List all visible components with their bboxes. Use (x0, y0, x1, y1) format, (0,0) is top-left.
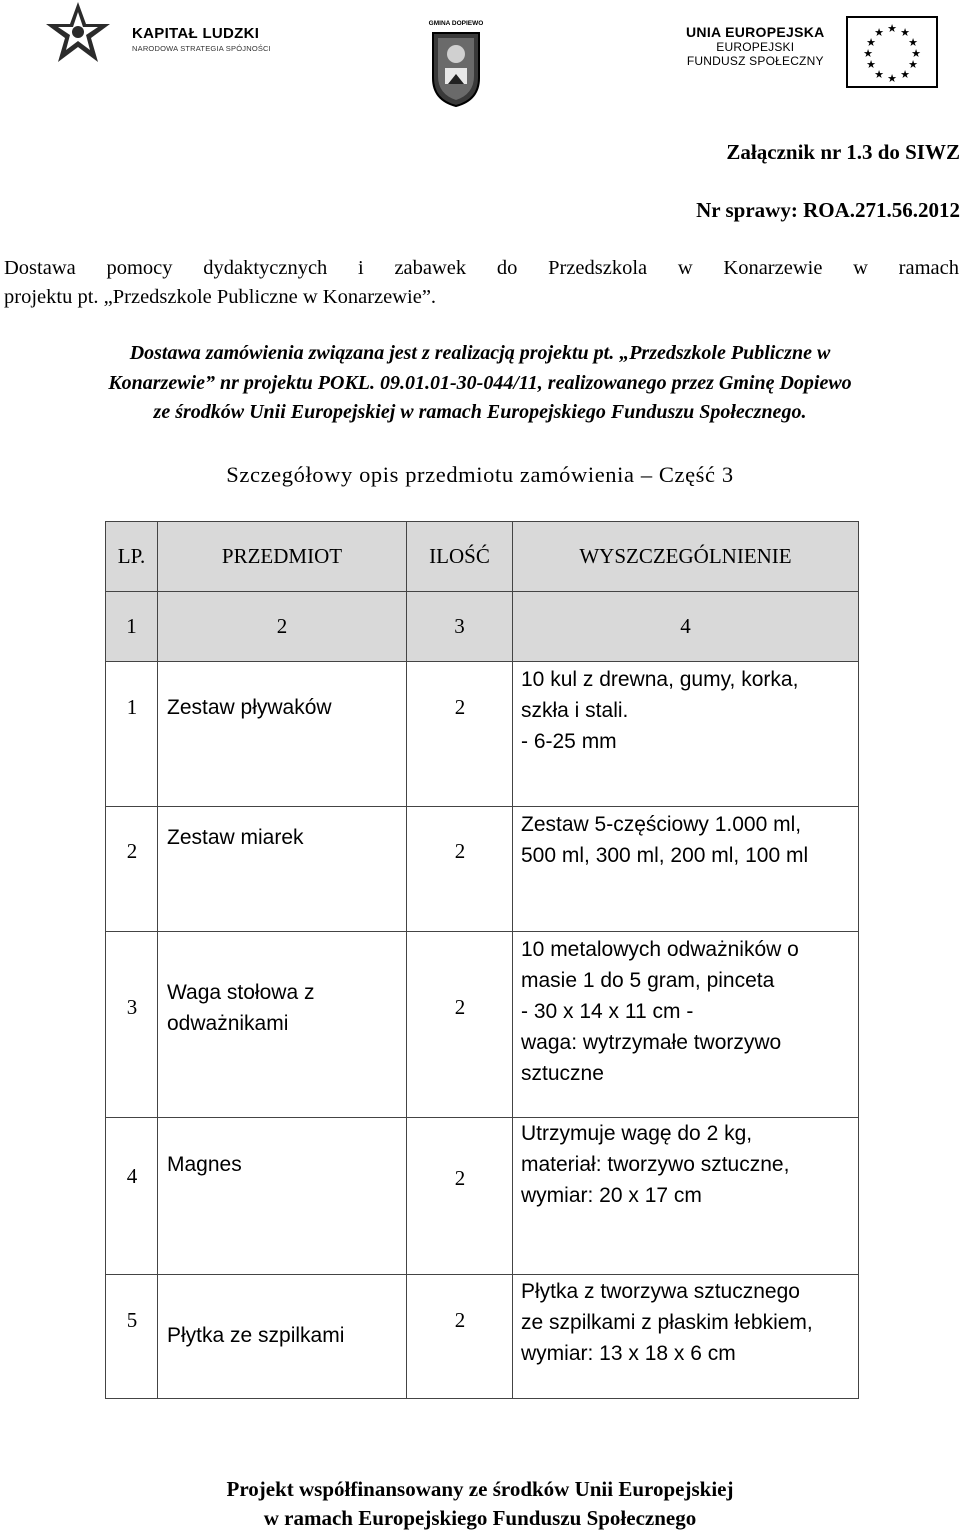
row-quantity: 2 (454, 1166, 466, 1190)
row-item-name: Zestaw pływaków (167, 696, 332, 719)
row-quantity: 2 (454, 995, 466, 1019)
svg-text:★: ★ (908, 37, 918, 49)
row-specification: Płytka z tworzywa sztucznego ze szpilkami z płaskim łebkiem, wymiar: 13 x 18 x 6 cm (521, 1280, 813, 1365)
intro-line-2: projektu pt. „Przedszkole Publiczne w Konarzewie”. (4, 286, 437, 308)
part-title: Szczegółowy opis przedmiotu zamówienia – Część 3 (226, 462, 734, 487)
svg-text:★: ★ (908, 59, 918, 71)
svg-text:★: ★ (866, 59, 876, 71)
project-note-line-1: Dostawa zamówienia związana jest z realizacją projektu pt. „Przedszkole Publiczne w (129, 342, 831, 364)
header-specification: WYSZCZEGÓLNIENIE (513, 522, 859, 592)
header-quantity: ILOŚĆ (407, 522, 513, 592)
table-header-row (106, 522, 859, 592)
column-number: 1 (106, 592, 158, 662)
svg-text:★: ★ (874, 69, 884, 81)
svg-text:★: ★ (887, 23, 897, 35)
column-number: 2 (158, 592, 407, 662)
intro-line-1: Dostawa pomocy dydaktycznych i zabawek do Przedszkola w Konarzewie w ramach (4, 257, 959, 279)
row-item-name: Waga stołowa z odważnikami (167, 981, 315, 1035)
project-note-line-2: Konarzewie” nr projektu POKL. 09.01.01-30-044/11, realizowanego przez Gminę Dopiewo (108, 372, 852, 394)
eu-logo-text (686, 24, 825, 68)
row-specification: Zestaw 5-częściowy 1.000 ml, 500 ml, 300 ml, 200 ml, 100 ml (521, 813, 809, 867)
gmina-label: GMINA DOPIEWO (428, 20, 484, 27)
svg-text:★: ★ (887, 73, 897, 85)
annex-label: Załącznik nr 1.3 do SIWZ (726, 140, 960, 164)
row-lp: 1 (126, 695, 138, 719)
row-lp: 2 (126, 839, 138, 863)
spec-table (105, 521, 859, 1399)
table-row (106, 662, 859, 807)
row-lp: 5 (126, 1308, 138, 1332)
table-row (106, 1118, 859, 1275)
kapital-ludzki-star-icon (32, 0, 124, 70)
table-row (106, 932, 859, 1118)
kapital-ludzki-subtitle: NARODOWA STRATEGIA SPÓJNOŚCI (132, 44, 271, 53)
row-lp: 3 (126, 995, 138, 1019)
table-column-numbers-row (106, 592, 859, 662)
footer-line-1: Projekt współfinansowany ze środków Unii Europejskiej (226, 1477, 734, 1501)
footer-line-2: w ramach Europejskiego Funduszu Społecznego (263, 1506, 697, 1530)
row-quantity: 2 (454, 1308, 466, 1332)
column-number: 3 (407, 592, 513, 662)
eu-subtitle-1: EUROPEJSKI (716, 40, 795, 54)
row-specification: 10 kul z drewna, gumy, korka, szkła i stali. - 6-25 mm (521, 668, 799, 753)
eu-subtitle-2: FUNDUSZ SPOŁECZNY (686, 54, 824, 68)
row-lp: 4 (126, 1164, 138, 1188)
gmina-coat-of-arms-icon (430, 30, 482, 108)
svg-text:★: ★ (900, 27, 910, 39)
row-item-name: Płytka ze szpilkami (167, 1324, 345, 1347)
table-row (106, 807, 859, 932)
header-lp: LP. (106, 522, 158, 592)
row-quantity: 2 (454, 695, 466, 719)
kapital-ludzki-title: KAPITAŁ LUDZKI (132, 25, 260, 42)
eu-flag-icon (846, 16, 938, 88)
svg-text:★: ★ (866, 37, 876, 49)
project-note-line-3: ze środków Unii Europejskiej w ramach Europejskiego Funduszu Społecznego. (153, 401, 807, 423)
svg-text:★: ★ (900, 69, 910, 81)
svg-text:★: ★ (874, 27, 884, 39)
eu-title: UNIA EUROPEJSKA (686, 24, 825, 40)
column-number: 4 (513, 592, 859, 662)
row-quantity: 2 (454, 839, 466, 863)
row-specification: 10 metalowych odważników o masie 1 do 5 gram, pinceta - 30 x 14 x 11 cm - waga: wytrzymałe tworzywo sztuczne (521, 938, 799, 1085)
header-item: PRZEDMIOT (158, 522, 407, 592)
svg-text:★: ★ (911, 48, 921, 60)
table-row (106, 1275, 859, 1399)
kapital-ludzki-logo (32, 0, 271, 70)
row-item-name: Magnes (167, 1153, 242, 1176)
case-number: Nr sprawy: ROA.271.56.2012 (696, 198, 960, 222)
svg-text:★: ★ (863, 48, 873, 60)
gmina-dopiewo-logo (428, 20, 484, 110)
row-specification: Utrzymuje wagę do 2 kg, materiał: tworzywo sztuczne, wymiar: 20 x 17 cm (521, 1122, 790, 1207)
row-item-name: Zestaw miarek (167, 826, 304, 849)
